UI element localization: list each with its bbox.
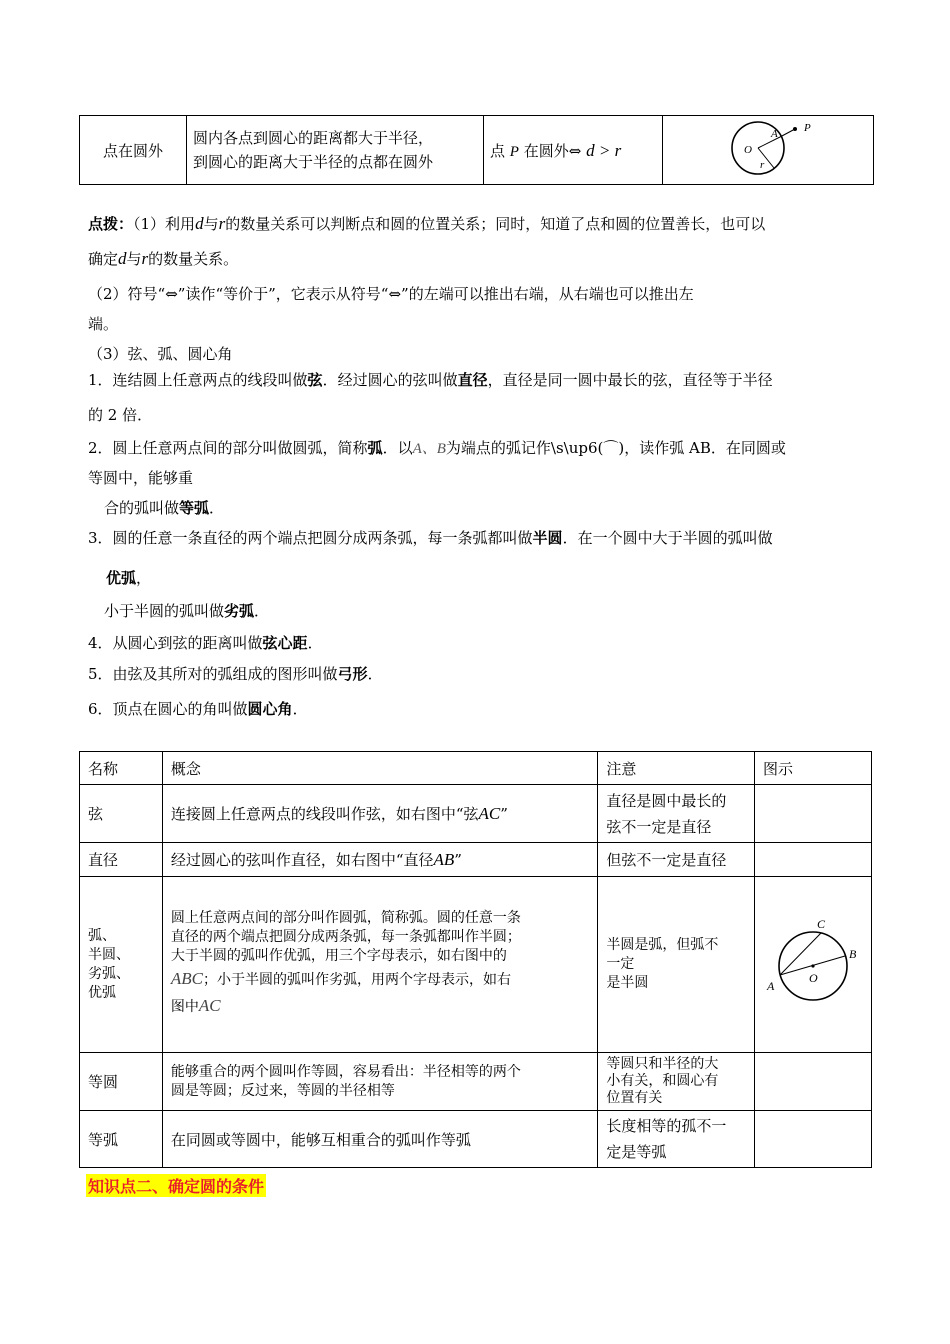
arc-circle-figure [763, 920, 863, 1006]
concept-text: 连接圆上任意两点的线段叫作弦，如右图中“弦 [170, 805, 479, 823]
item-2-cont: 等圆中，能够重 [88, 469, 194, 487]
item-3 [88, 527, 878, 549]
term-central-angle: 圆心角 [247, 700, 293, 718]
table-row [80, 785, 872, 843]
tip-line-1 [88, 213, 878, 235]
row-note [598, 1111, 755, 1168]
condition-middle: 在圆外⇔ [523, 141, 582, 160]
row-note: 但弦不一定是直径 [598, 843, 755, 877]
term-segment: 弓形 [337, 665, 368, 683]
item-text: ．在一个圆中大于半圆的弧叫做 [562, 529, 773, 547]
header-concept: 概念 [162, 752, 598, 785]
concept-line [171, 993, 590, 1020]
var-r: r [218, 214, 226, 233]
description-line: 到圆心的距离大于半径的点都在圆外 [193, 153, 434, 171]
concept-line: 直径的两个端点把圆分成两条弧，每一条弧都叫作半圆； [170, 929, 521, 945]
chord-ac: AC [478, 804, 501, 823]
tip-label: 点拨： [88, 215, 134, 233]
diameter-ab: AB [433, 850, 455, 869]
row-name: 等弧 [80, 1111, 163, 1168]
label-b: B [849, 946, 857, 961]
distance-relation: d > r [586, 140, 622, 160]
point-outside-circle-figure [708, 116, 828, 180]
row-name [80, 877, 163, 1053]
tip-text: 的数量关系。 [148, 250, 239, 268]
item-4 [88, 632, 878, 654]
description-line: 圆内各点到圆心的距离都大于半径， [193, 129, 434, 147]
table-row [80, 1053, 872, 1111]
tip-text: 确定 [88, 250, 119, 268]
row-concept [162, 877, 598, 1053]
item-text: ． [254, 602, 270, 620]
arc-ac: AC [198, 996, 221, 1015]
arc-abc: ABC [170, 969, 203, 988]
name-line: 弧、 [88, 927, 116, 944]
item-text: ． [307, 634, 323, 652]
row-concept: 在同圆或等圆中，能够互相重合的弧叫作等弧 [162, 1111, 598, 1168]
note-line: 等圆只和半径的大 [606, 1056, 719, 1072]
center-dot [811, 964, 814, 967]
position-name-cell: 点在圆外 [80, 116, 187, 185]
note-line: 定是等弧 [606, 1143, 667, 1161]
item-text: ．经过圆心的弦叫做 [322, 371, 458, 389]
concept-text: 图中 [170, 999, 199, 1015]
tip-line-3: （2）符号“⇔”读作“等价于”，它表示从符号“⇔”的左端可以推出右端，从右端也可以推出左 [88, 285, 694, 303]
item-text: ． [367, 665, 383, 683]
row-figure [755, 843, 872, 877]
description-cell [187, 116, 484, 185]
label-a: A [771, 128, 778, 140]
item-text: 小于半圆的弧叫做 [104, 602, 225, 620]
item-text: 3．圆的任意一条直径的两个端点把圆分成两条弧，每一条弧都叫做 [88, 529, 533, 547]
item-text: ．以 [382, 439, 413, 457]
item-text: ． [209, 499, 225, 517]
condition-prefix: 点 [490, 141, 506, 160]
header-figure: 图示 [755, 752, 872, 785]
item-text: 4．从圆心到弦的距离叫做 [88, 634, 263, 652]
item-text: 6．顶点在圆心的角叫做 [88, 700, 248, 718]
item-text: ，直径是同一圆中最长的弦，直径等于半径 [487, 371, 773, 389]
item-2 [88, 437, 878, 460]
tip-text: 的数量关系可以判断点和圆的位置关系；同时，知道了点和圆的位置善长，也可以 [225, 215, 766, 233]
table-header-row [80, 752, 872, 785]
note-line: 弦不一定是直径 [606, 817, 712, 836]
figure-cell [663, 116, 874, 185]
concept-line [171, 966, 590, 993]
item-text: 2．圆上任意两点间的部分叫做圆弧，简称 [88, 439, 368, 457]
tip-line-5: （3）弦、弧、圆心角 [88, 345, 233, 363]
tip-line-2 [88, 248, 878, 270]
row-figure [755, 1111, 872, 1168]
label-c: C [817, 919, 826, 931]
concept-line: 圆上任意两点间的部分叫作圆弧，简称弧。圆的任意一条 [170, 910, 521, 926]
term-diameter: 直径 [457, 371, 488, 389]
row-name: 弦 [80, 785, 163, 843]
point-outside-table [79, 115, 874, 185]
term-chord: 弦 [307, 371, 323, 389]
table-row [80, 1111, 872, 1168]
table-row [80, 877, 872, 1053]
row-figure [755, 785, 872, 843]
tip-text: 与 [203, 215, 219, 233]
header-note: 注意 [598, 752, 755, 785]
item-1 [88, 369, 878, 391]
concept-text: ” [500, 805, 508, 823]
item-6 [88, 698, 878, 720]
header-name: 名称 [80, 752, 163, 785]
item-5 [88, 663, 878, 685]
item-3-cont [106, 567, 896, 589]
label-o: O [809, 970, 818, 985]
concept-line: 能够重合的两个圆叫作等圆，容易看出：半径相等的两个 [170, 1063, 521, 1080]
var-r: r [141, 249, 149, 268]
note-line: 位置有关 [606, 1090, 663, 1106]
concept-line: 圆是等圆；反过来，等圆的半径相等 [170, 1082, 395, 1099]
row-figure [755, 1053, 872, 1111]
point-p-dot [793, 127, 797, 131]
row-concept [162, 1053, 598, 1111]
var-d: d [195, 214, 204, 233]
row-concept [162, 785, 598, 843]
table-row [80, 116, 874, 185]
tip-text: 与 [126, 250, 142, 268]
tip-line-4: 端。 [88, 315, 119, 333]
label-r: r [760, 159, 765, 171]
concept-text: ；小于半圆的弧叫作劣弧，用两个字母表示，如右 [202, 972, 511, 988]
table-row [80, 843, 872, 877]
name-line: 半圆、 [88, 946, 130, 963]
label-o: O [744, 144, 752, 156]
point-variable: P [509, 143, 519, 160]
concept-table [79, 751, 872, 1168]
term-major-arc: 优弧 [106, 569, 137, 587]
condition-cell [484, 116, 663, 185]
item-2-cont-2 [104, 497, 894, 519]
tip-text: （1）利用 [133, 215, 196, 233]
segment-ap [780, 129, 795, 137]
item-text: ． [292, 700, 308, 718]
term-chord-distance: 弦心距 [262, 634, 308, 652]
term-minor-arc: 劣弧 [224, 602, 255, 620]
note-line: 半圆是弧，但弧不 [606, 937, 719, 953]
item-text: 合的弧叫做 [104, 499, 180, 517]
concept-text: 经过圆心的弦叫作直径，如右图中“直径 [170, 851, 434, 869]
item-1-cont: 的 2 倍． [88, 406, 153, 424]
row-figure [755, 877, 872, 1053]
row-name: 等圆 [80, 1053, 163, 1111]
item-text: 1．连结圆上任意两点的线段叫做 [88, 371, 308, 389]
concept-text: ” [454, 851, 462, 869]
row-note [598, 877, 755, 1053]
name-line: 优弧 [88, 984, 116, 1001]
term-equal-arc: 等弧 [179, 499, 210, 517]
item-3-cont-2 [104, 600, 894, 622]
note-line: 小有关，和圆心有 [606, 1073, 719, 1089]
note-line: 是半圆 [606, 975, 649, 991]
concept-line: 大于半圆的弧叫作优弧，用三个字母表示，如右图中的 [170, 948, 507, 964]
item-text: 5．由弦及其所对的弧组成的图形叫做 [88, 665, 338, 683]
row-note [598, 1053, 755, 1111]
term-semicircle: 半圆 [532, 529, 563, 547]
section-heading: 知识点二、确定圆的条件 [86, 1174, 266, 1197]
note-line: 长度相等的孤不一 [606, 1117, 727, 1135]
note-line: 直径是圆中最长的 [606, 791, 727, 810]
label-p: P [804, 122, 811, 134]
var-d: d [118, 249, 127, 268]
name-line: 劣弧、 [88, 965, 130, 982]
note-line: 一定 [606, 956, 635, 972]
row-name: 直径 [80, 843, 163, 877]
item-text: 为端点的弧记作\s\up6(⌒)，读作弧 AB．在同圆或 [445, 439, 786, 457]
item-text: ， [136, 569, 152, 587]
term-arc: 弧 [367, 439, 383, 457]
row-concept [162, 843, 598, 877]
label-a: A [767, 978, 775, 993]
row-note [598, 785, 755, 843]
points-ab: A、B [412, 441, 446, 457]
